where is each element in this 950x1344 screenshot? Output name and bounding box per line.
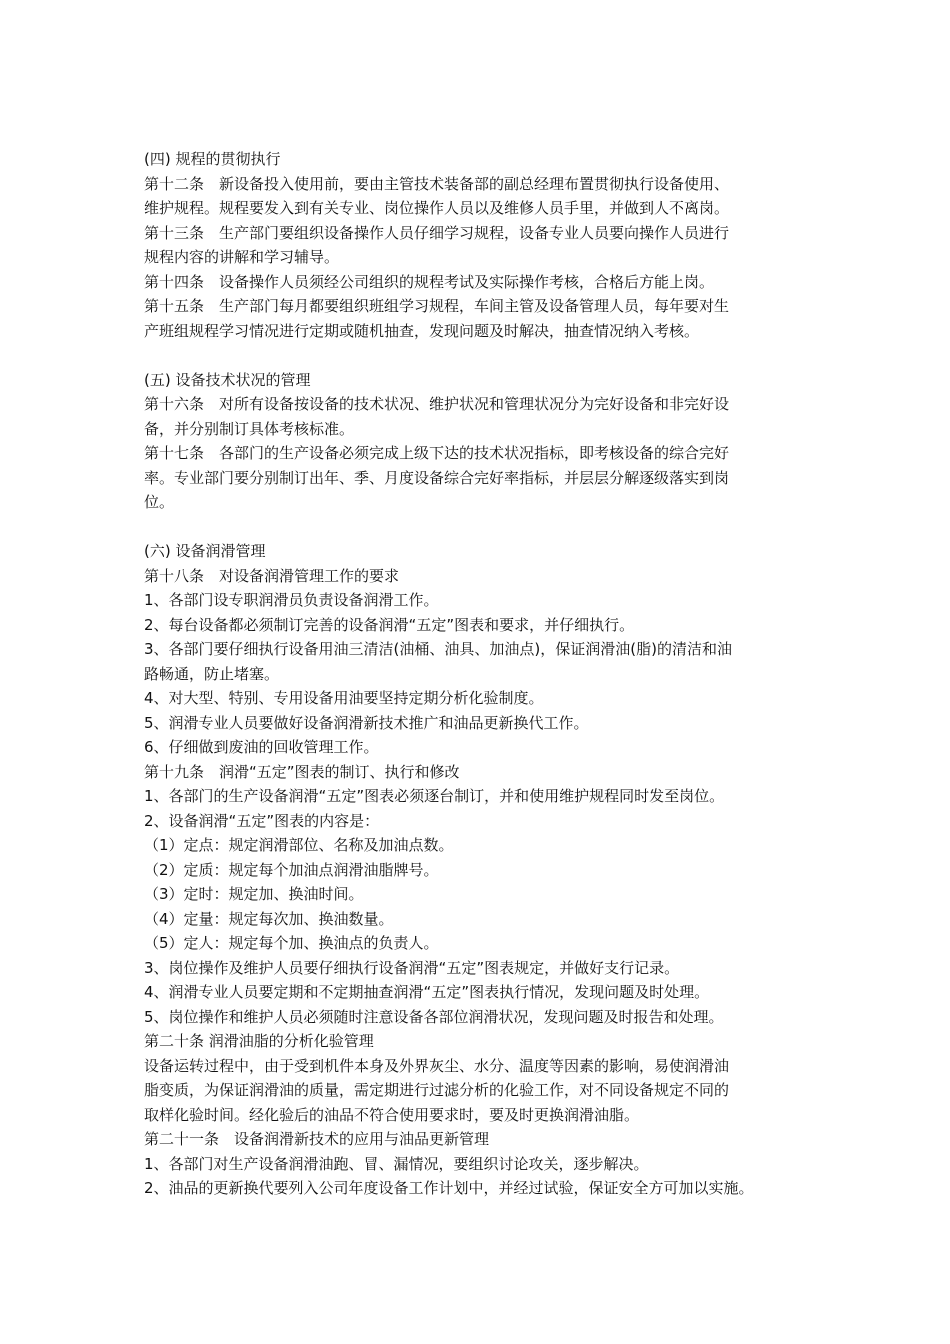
section-heading: (六) 设备润滑管理	[144, 542, 266, 560]
paragraph-line: 1、各部门设专职润滑员负责设备润滑工作。	[144, 591, 439, 609]
paragraph-line: 1、各部门的生产设备润滑“五定”图表必须逐台制订，并和使用维护规程同时发至岗位。	[144, 787, 725, 805]
paragraph-line: 6、仔细做到废油的回收管理工作。	[144, 738, 379, 756]
paragraph-line: 第二十一条 设备润滑新技术的应用与油品更新管理	[144, 1130, 490, 1148]
section-spacer	[144, 343, 824, 368]
section-heading: (五) 设备技术状况的管理	[144, 370, 311, 389]
paragraph-line: 第十六条 对所有设备按设备的技术状况、维护状况和管理状况分为完好设备和非完好设	[144, 395, 730, 413]
paragraph-line: 路畅通，防止堵塞。	[144, 664, 280, 683]
section-heading: (四) 规程的贯彻执行	[144, 150, 281, 168]
paragraph-line: 脂变质，为保证润滑油的质量，需定期进行过滤分析的化验工作，对不同设备规定不同的	[144, 1081, 730, 1099]
paragraph-line: 第十三条 生产部门要组织设备操作人员仔细学习规程，设备专业人员要向操作人员进行	[144, 223, 730, 242]
paragraph-line: （4）定量：规定每次加、换油数量。	[144, 909, 394, 928]
paragraph-line: 第十八条 对设备润滑管理工作的要求	[144, 566, 400, 585]
paragraph-line: 位。	[144, 493, 175, 511]
section-spacer	[144, 515, 824, 540]
paragraph-line: （5）定人：规定每个加、换油点的负责人。	[144, 934, 439, 952]
paragraph-line: 4、润滑专业人员要定期和不定期抽查润滑“五定”图表执行情况，发现问题及时处理。	[144, 983, 710, 1001]
paragraph-line: （2）定质：规定每个加油点润滑油脂牌号。	[144, 860, 439, 879]
paragraph-line: 4、对大型、特别、专用设备用油要坚持定期分析化验制度。	[144, 689, 544, 707]
paragraph-line: 2、每台设备都必须制订完善的设备润滑“五定”图表和要求，并仔细执行。	[144, 615, 635, 634]
paragraph-line: 第十九条 润滑“五定”图表的制订、执行和修改	[144, 762, 460, 781]
paragraph-line: 第十七条 各部门的生产设备必须完成上级下达的技术状况指标，即考核设备的综合完好	[144, 444, 730, 462]
paragraph-line: 备，并分别制订具体考核标准。	[144, 419, 355, 438]
paragraph-line: 取样化验时间。经化验后的油品不符合使用要求时，要及时更换润滑油脂。	[144, 1105, 640, 1124]
paragraph-line: 5、岗位操作和维护人员必须随时注意设备各部位润滑状况，发现问题及时报告和处理。	[144, 1007, 724, 1026]
paragraph-line: 第十二条 新设备投入使用前，要由主管技术装备部的副总经理布置贯彻执行设备使用、	[144, 174, 730, 193]
paragraph-line: （1）定点：规定润滑部位、名称及加油点数。	[144, 836, 454, 854]
paragraph-line: 第十四条 设备操作人员须经公司组织的规程考试及实际操作考核，合格后方能上岗。	[144, 272, 715, 291]
paragraph-line: 3、各部门要仔细执行设备用油三清洁(油桶、油具、加油点)，保证润滑油(脂)的清洁和油	[144, 640, 732, 658]
section-6	[144, 539, 824, 1201]
paragraph-line: 产班组规程学习情况进行定期或随机抽查，发现问题及时解决，抽查情况纳入考核。	[144, 321, 700, 340]
paragraph-line: 5、润滑专业人员要做好设备润滑新技术推广和油品更新换代工作。	[144, 713, 589, 732]
section-5	[144, 368, 824, 515]
paragraph-line: 设备运转过程中，由于受到机件本身及外界灰尘、水分、温度等因素的影响，易使润滑油	[144, 1056, 730, 1075]
paragraph-line: 维护规程。规程要发入到有关专业、岗位操作人员以及维修人员手里，并做到人不离岗。	[144, 199, 730, 217]
paragraph-line: 2、油品的更新换代要列入公司年度设备工作计划中，并经过试验，保证安全方可加以实施。	[144, 1179, 754, 1197]
paragraph-line: 第二十条 润滑油脂的分析化验管理	[144, 1032, 374, 1050]
paragraph-line: 率。专业部门要分别制订出年、季、月度设备综合完好率指标，并层层分解逐级落实到岗	[144, 468, 730, 487]
paragraph-line: 3、岗位操作及维护人员要仔细执行设备润滑“五定”图表规定，并做好支行记录。	[144, 958, 680, 977]
paragraph-line: 第十五条 生产部门每月都要组织班组学习规程，车间主管及设备管理人员，每年要对生	[144, 297, 730, 315]
paragraph-line: 规程内容的讲解和学习辅导。	[144, 248, 340, 266]
paragraph-line: 1、各部门对生产设备润滑油跑、冒、漏情况，要组织讨论攻关，逐步解决。	[144, 1154, 649, 1173]
paragraph-line: （3）定时：规定加、换油时间。	[144, 885, 364, 903]
paragraph-line: 2、设备润滑“五定”图表的内容是：	[144, 811, 380, 830]
section-4	[144, 147, 824, 343]
document-page	[144, 147, 824, 1201]
